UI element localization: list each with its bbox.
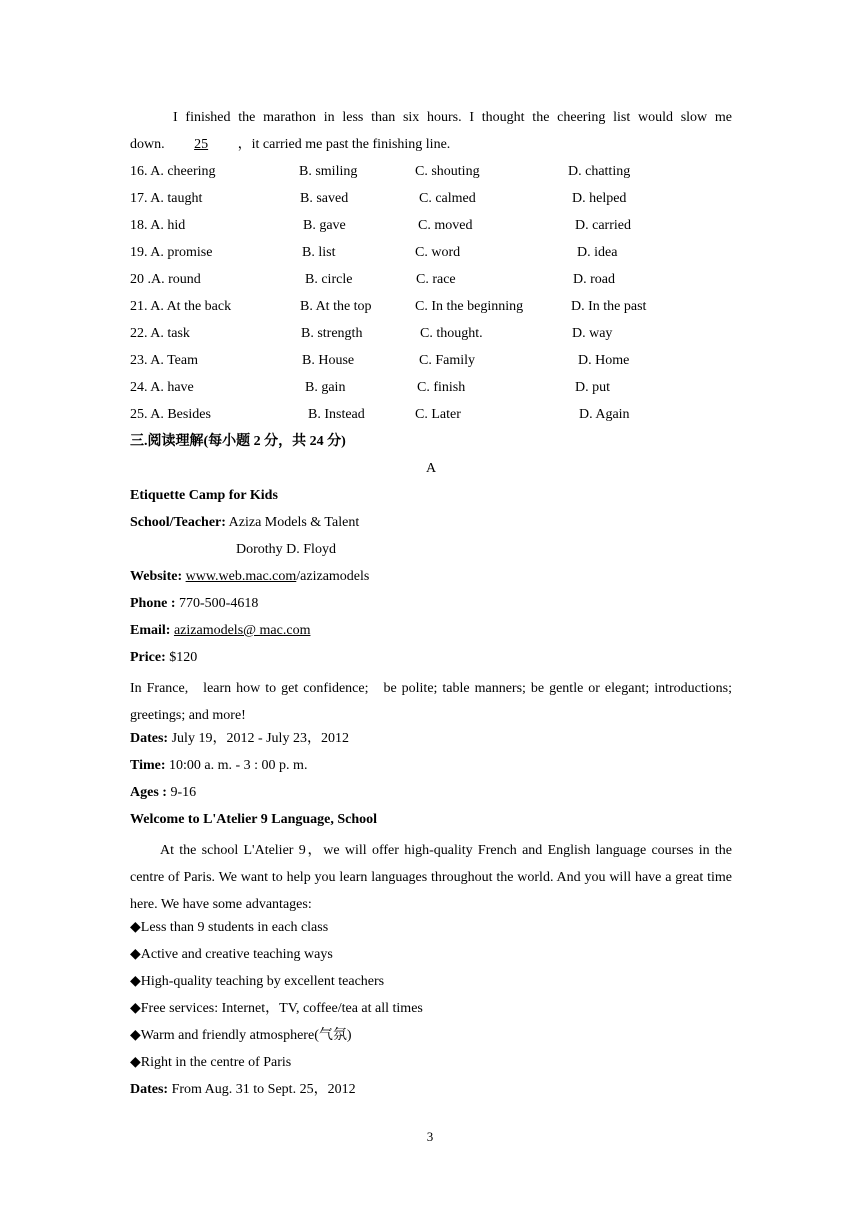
option-c: C. Later bbox=[415, 407, 461, 422]
question-row bbox=[130, 378, 732, 405]
time-label: Time: bbox=[130, 758, 166, 773]
option-c: C. shouting bbox=[415, 164, 480, 179]
camp-ages bbox=[130, 783, 732, 810]
option-d: D. chatting bbox=[568, 164, 631, 179]
advantage-item: ◆Less than 9 students in each class bbox=[130, 920, 329, 935]
part-label: A bbox=[425, 461, 437, 476]
question-row bbox=[130, 297, 732, 324]
option-c: C. thought. bbox=[420, 326, 483, 341]
option-a: 17. A. taught bbox=[130, 191, 203, 206]
website-label: Website: bbox=[130, 569, 183, 584]
camp-title bbox=[130, 486, 732, 513]
section-title: 三.阅读理解(每小题 2 分，共 24 分) bbox=[130, 434, 346, 449]
advantage-item: ◆Warm and friendly atmosphere(气氛) bbox=[130, 1028, 352, 1043]
option-c: C. Family bbox=[419, 353, 476, 368]
page-content bbox=[130, 108, 736, 1107]
question-row bbox=[130, 243, 732, 270]
advantage-item: ◆High-quality teaching by excellent teachers bbox=[130, 974, 385, 989]
option-d: D. carried bbox=[575, 218, 631, 233]
website-path: /azizamodels bbox=[296, 569, 370, 584]
option-c: C. finish bbox=[417, 380, 466, 395]
advantage-item: ◆Free services: Internet，TV, coffee/tea at all times bbox=[130, 1001, 423, 1016]
option-d: D. put bbox=[575, 380, 610, 395]
email-label: Email: bbox=[130, 623, 171, 638]
option-b: B. At the top bbox=[300, 299, 372, 314]
option-d: D. road bbox=[573, 272, 615, 287]
school-dates-value: From Aug. 31 to Sept. 25，2012 bbox=[168, 1082, 356, 1097]
camp-phone bbox=[130, 594, 732, 621]
phone-label: Phone : bbox=[130, 596, 176, 611]
option-d: D. Again bbox=[579, 407, 630, 422]
passage-line-2-end: ，it carried me past the finishing line. bbox=[237, 137, 451, 152]
question-list bbox=[130, 162, 732, 432]
option-a: 23. A. Team bbox=[130, 353, 198, 368]
option-a: 24. A. have bbox=[130, 380, 194, 395]
option-c: C. moved bbox=[418, 218, 473, 233]
time-value: 10:00 a. m. - 3 : 00 p. m. bbox=[165, 758, 308, 773]
school-dates-label: Dates: bbox=[130, 1082, 169, 1097]
question-row bbox=[130, 270, 732, 297]
camp-school bbox=[130, 513, 732, 540]
question-row bbox=[130, 162, 732, 189]
passage-line-2 bbox=[130, 135, 732, 162]
camp-website bbox=[130, 567, 732, 594]
option-a: 20 .A. round bbox=[130, 272, 201, 287]
question-row bbox=[130, 351, 732, 378]
phone-value: 770-500-4618 bbox=[175, 596, 259, 611]
option-d: D. idea bbox=[577, 245, 618, 260]
question-row bbox=[130, 405, 732, 432]
camp-teacher: Dorothy D. Floyd bbox=[236, 542, 336, 557]
option-c: C. race bbox=[416, 272, 456, 287]
price-value: $120 bbox=[165, 650, 198, 665]
option-b: B. gain bbox=[305, 380, 346, 395]
option-b: B. saved bbox=[300, 191, 349, 206]
school-title-text: Welcome to L'Atelier 9 Language, School bbox=[130, 812, 378, 827]
option-b: B. House bbox=[302, 353, 355, 368]
email-link[interactable]: azizamodels@ mac.com bbox=[173, 623, 311, 638]
school-intro: At the school L'Atelier 9，we will offer high-quality French and English language courses in the centre of Paris. We want to help you learn languages throughout the world. And you will have a great time here. We have some advantages: bbox=[130, 843, 732, 912]
price-label: Price: bbox=[130, 650, 166, 665]
school-label: School/Teacher: bbox=[130, 515, 226, 530]
option-b: B. circle bbox=[305, 272, 353, 287]
camp-time bbox=[130, 756, 732, 783]
option-a: 19. A. promise bbox=[130, 245, 213, 260]
option-a: 16. A. cheering bbox=[130, 164, 216, 179]
option-b: B. list bbox=[302, 245, 336, 260]
option-b: B. gave bbox=[303, 218, 346, 233]
camp-title-text: Etiquette Camp for Kids bbox=[130, 488, 278, 503]
question-row bbox=[130, 324, 732, 351]
website-link[interactable]: www.web.mac.com bbox=[185, 569, 297, 584]
school-value: Aziza Models & Talent bbox=[225, 515, 360, 530]
option-a: 21. A. At the back bbox=[130, 299, 232, 314]
option-d: D. Home bbox=[578, 353, 630, 368]
passage-line-2-start: down. bbox=[130, 137, 165, 152]
school-dates bbox=[130, 1080, 732, 1107]
option-c: C. In the beginning bbox=[415, 299, 524, 314]
camp-email bbox=[130, 621, 732, 648]
advantage-item: ◆Right in the centre of Paris bbox=[130, 1055, 292, 1070]
option-b: B. strength bbox=[301, 326, 363, 341]
option-d: D. In the past bbox=[571, 299, 647, 314]
advantage-item: ◆Active and creative teaching ways bbox=[130, 947, 333, 962]
option-a: 25. A. Besides bbox=[130, 407, 211, 422]
page-number: 3 bbox=[426, 1129, 434, 1144]
camp-price bbox=[130, 648, 732, 675]
option-d: D. way bbox=[572, 326, 613, 341]
option-a: 18. A. hid bbox=[130, 218, 186, 233]
ages-label: Ages : bbox=[130, 785, 167, 800]
camp-dates bbox=[130, 729, 732, 756]
option-c: C. calmed bbox=[419, 191, 476, 206]
option-b: B. Instead bbox=[308, 407, 365, 422]
answer-blank: 25 bbox=[194, 137, 209, 152]
question-row bbox=[130, 189, 732, 216]
camp-description: In France, learn how to get confidence; be polite; table manners; be gentle or elegant; introductions; greetings; and more! bbox=[130, 681, 736, 723]
option-a: 22. A. task bbox=[130, 326, 190, 341]
passage-line-1: I finished the marathon in less than six hours. I thought the cheering list would slow me bbox=[173, 110, 732, 125]
ages-value: 9-16 bbox=[166, 785, 197, 800]
option-d: D. helped bbox=[572, 191, 627, 206]
dates-label: Dates: bbox=[130, 731, 169, 746]
question-row bbox=[130, 216, 732, 243]
school-title bbox=[130, 810, 732, 837]
dates-value: July 19，2012 - July 23，2012 bbox=[168, 731, 349, 746]
option-c: C. word bbox=[415, 245, 461, 260]
option-b: B. smiling bbox=[299, 164, 358, 179]
